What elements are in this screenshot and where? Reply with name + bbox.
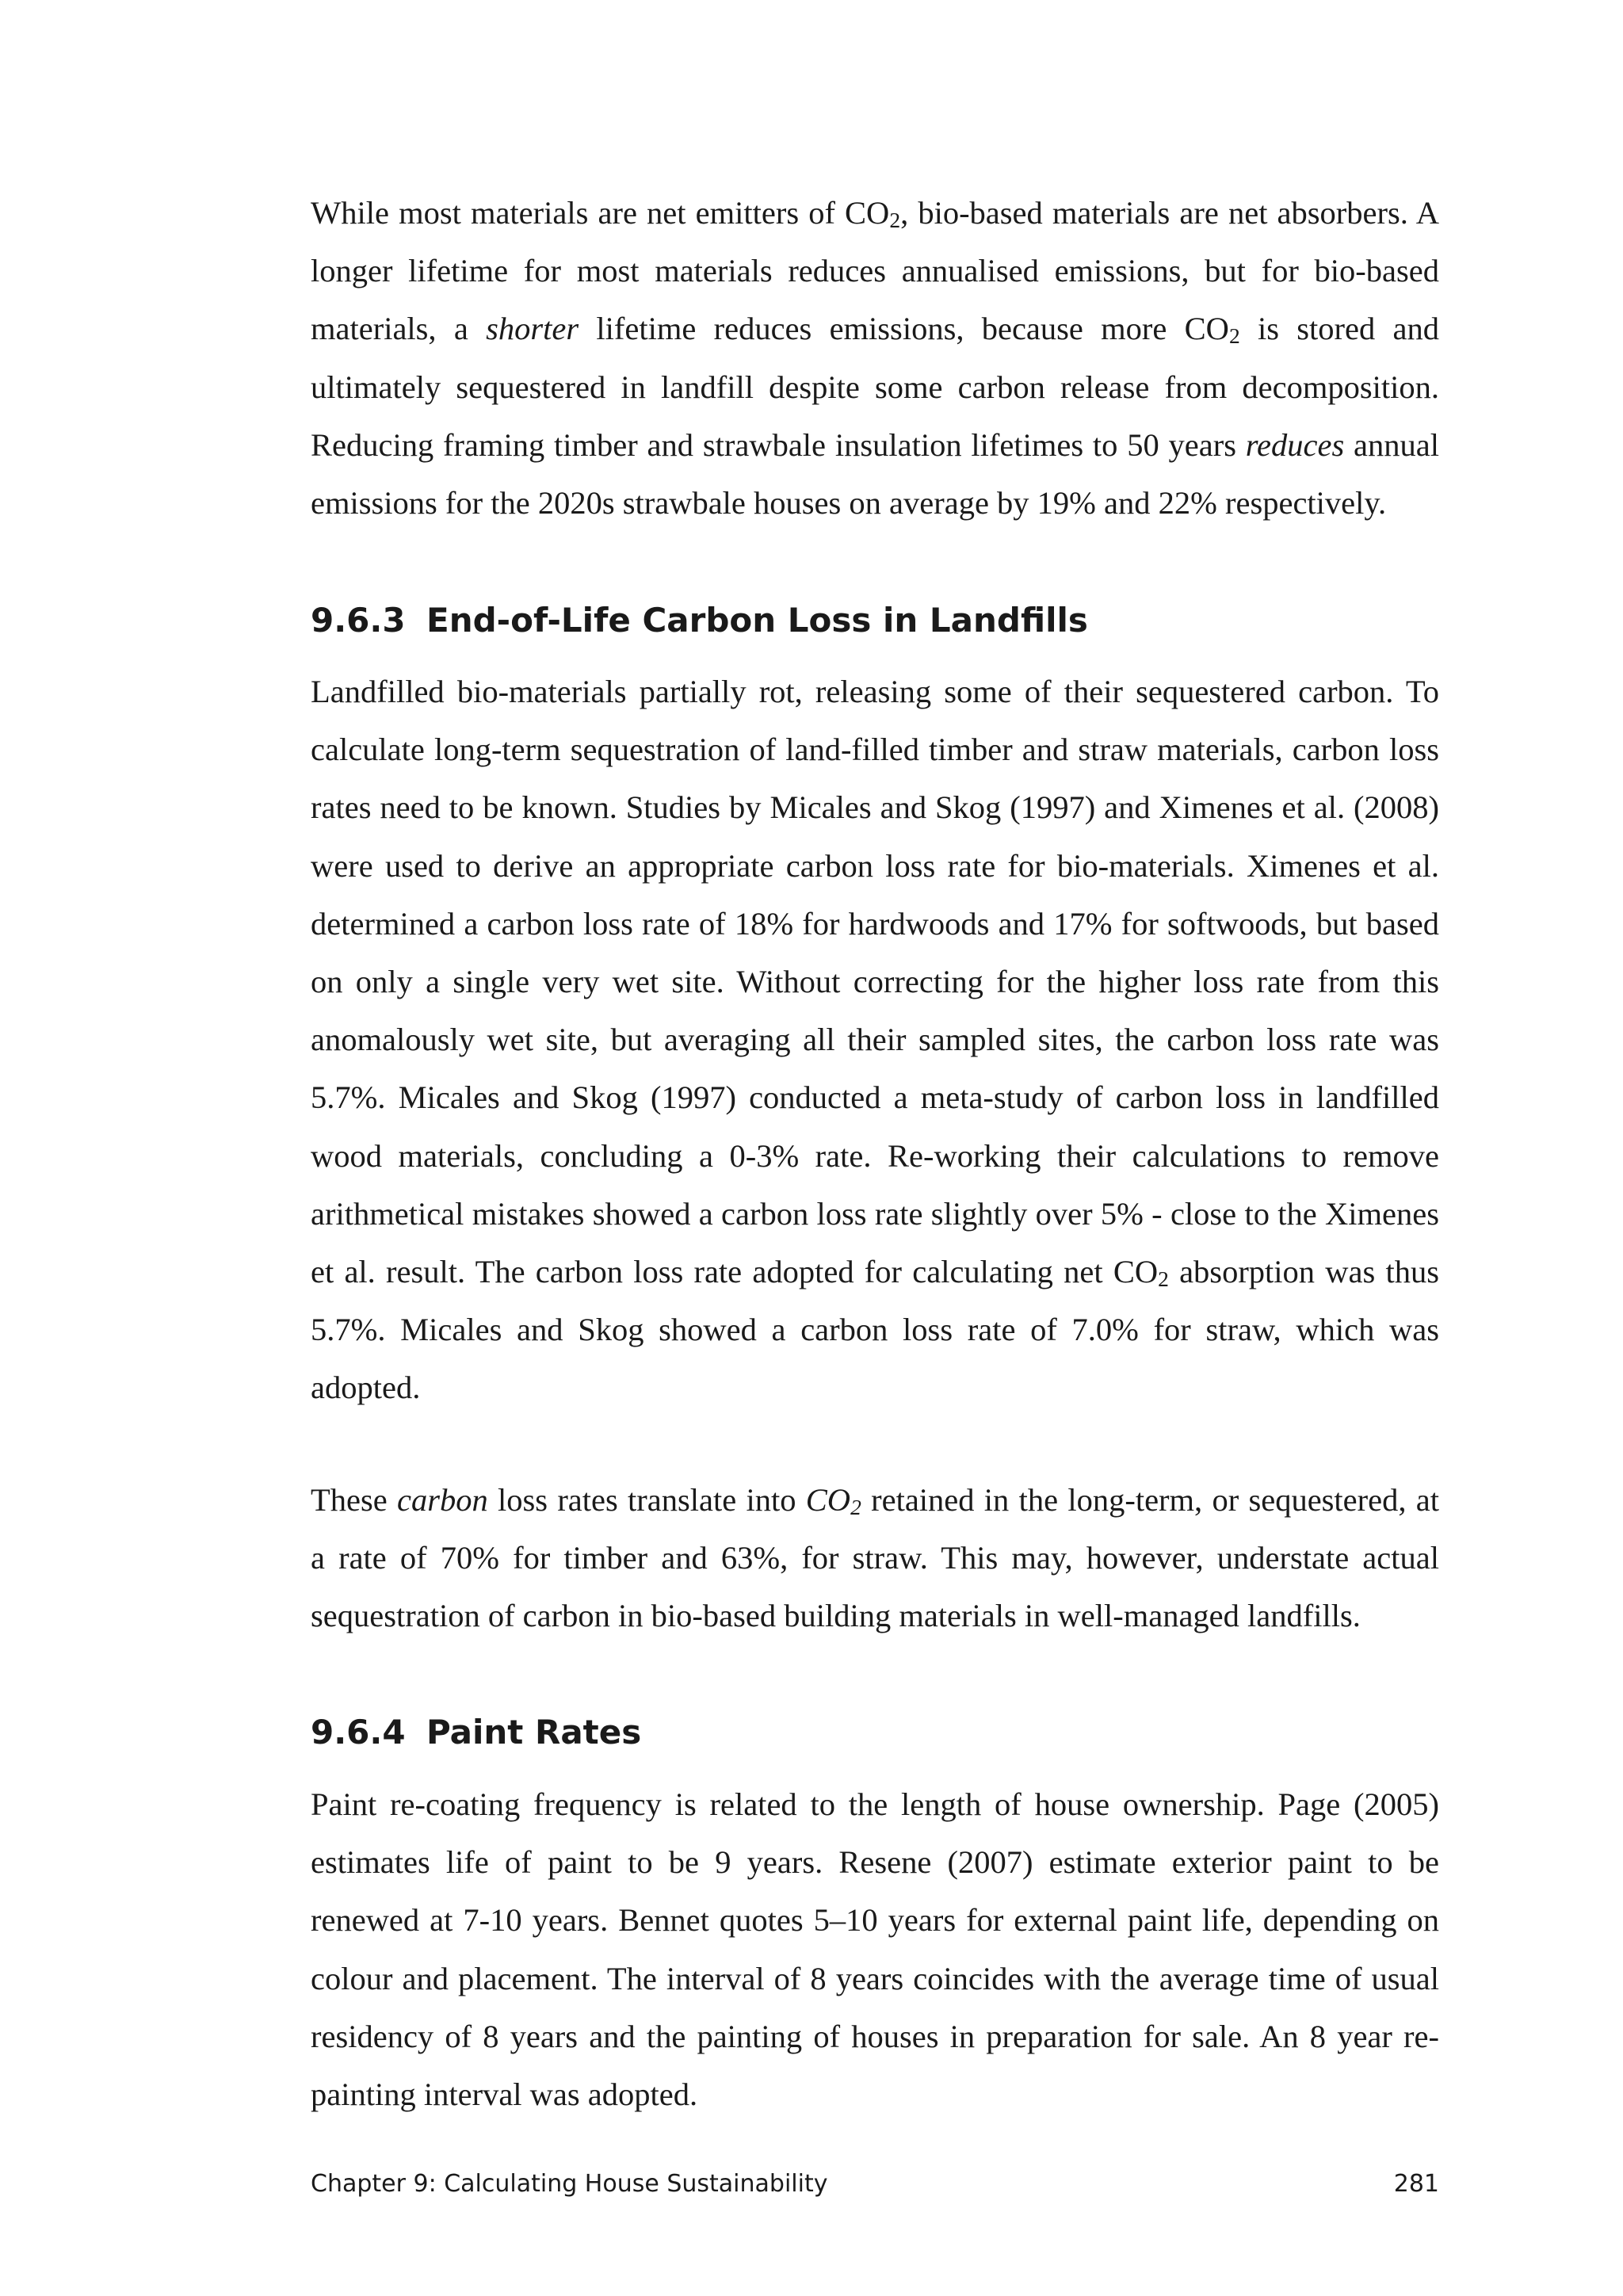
chapter-title: Chapter 9: Calculating House Sustainability [311, 2170, 828, 2198]
emphasis-shorter: shorter [486, 311, 579, 347]
emphasis-reduces: reduces [1245, 426, 1345, 463]
section-title: Paint Rates [426, 1713, 642, 1752]
paragraph-text: , bio-based materials are net absorbers. A longer lifetime for most materials reduces annualised emissions, but for bio-based materials, a [311, 195, 1440, 347]
section-number: 9.6.4 [311, 1713, 406, 1752]
section-heading-9-6-4 [311, 1712, 641, 1753]
paragraph-carbon-loss [311, 663, 1439, 1417]
paragraph-text: annual emissions for the 2020s strawbale houses on average by 19% and 22% respectively. [311, 426, 1439, 521]
paragraph-text: These [311, 1482, 397, 1518]
paragraph-text: absorption was thus 5.7%. Micales and Skog showed a carbon loss rate of 7.0% for straw, which was adopted. [311, 1254, 1439, 1406]
emphasis-co2 [806, 1482, 861, 1518]
emphasis-carbon: carbon [396, 1482, 488, 1518]
page-number: 281 [1393, 2170, 1439, 2198]
section-number: 9.6.3 [311, 601, 406, 640]
subscript: 2 [850, 1494, 861, 1519]
emphasis-co2-text: CO [805, 1482, 851, 1518]
paragraph-text: While most materials are net emitters of CO [311, 195, 890, 231]
paragraph-text: retained in the long-term, or sequestered, at a rate of 70% for timber and 63%, for straw. This may, however, understate actual sequestration of carbon in bio-based building materials in well-managed landfills. [311, 1482, 1440, 1634]
paragraph-lifetimes [311, 184, 1439, 532]
paragraph-paint-rates: Paint re-coating frequency is related to the length of house ownership. Page (2005) estimates life of paint to be 9 years. Resene (2007) estimate exterior paint to be renewed at 7-10 years. Bennet quotes 5–10 years for external paint life, depending on colour and placement. The interval of 8 years coincides with the average time of usual residency of 8 years and the painting of houses in preparation for sale. An 8 year re-painting interval was adopted. [311, 1786, 1439, 2113]
section-heading-9-6-3 [311, 600, 1088, 641]
subscript: 2 [1158, 1266, 1169, 1291]
paragraph-text: is stored and ultimately sequestered in landfill despite some carbon release from decomposition. Reducing framing timber and strawbale insulation lifetimes to 50 years [311, 311, 1439, 463]
paragraph-sequestration-rates [311, 1471, 1439, 1645]
paragraph-text: loss rates translate into [487, 1482, 806, 1518]
subscript: 2 [1228, 323, 1240, 349]
paragraph-text: Landfilled bio-materials partially rot, releasing some of their sequestered carbon. To calculate long-term sequestration of land-filled timber and straw materials, carbon loss rates need to be known. Studies by Micales and Skog (1997) and Ximenes et al. (2008) were used to derive an appropriate carbon loss rate for bio-materials. Ximenes et al. determined a carbon loss rate of 18% for hardwoods and 17% for softwoods, but based on only a single very wet site. Without correcting for the higher loss rate from this anomalously wet site, but averaging all their sampled sites, the carbon loss rate was 5.7%. Micales and Skog (1997) conducted a meta-study of carbon loss in landfilled wood materials, concluding a 0-3% rate. Re-working their calculations to remove arithmetical mistakes showed a carbon loss rate slightly over 5% - close to the Ximenes et al. result. The carbon loss rate adopted for calculating net CO [311, 674, 1439, 1290]
section-title: End-of-Life Carbon Loss in Landfills [426, 601, 1088, 640]
subscript: 2 [889, 207, 901, 232]
paragraph-text: lifetime reduces emissions, because more CO [579, 311, 1229, 347]
